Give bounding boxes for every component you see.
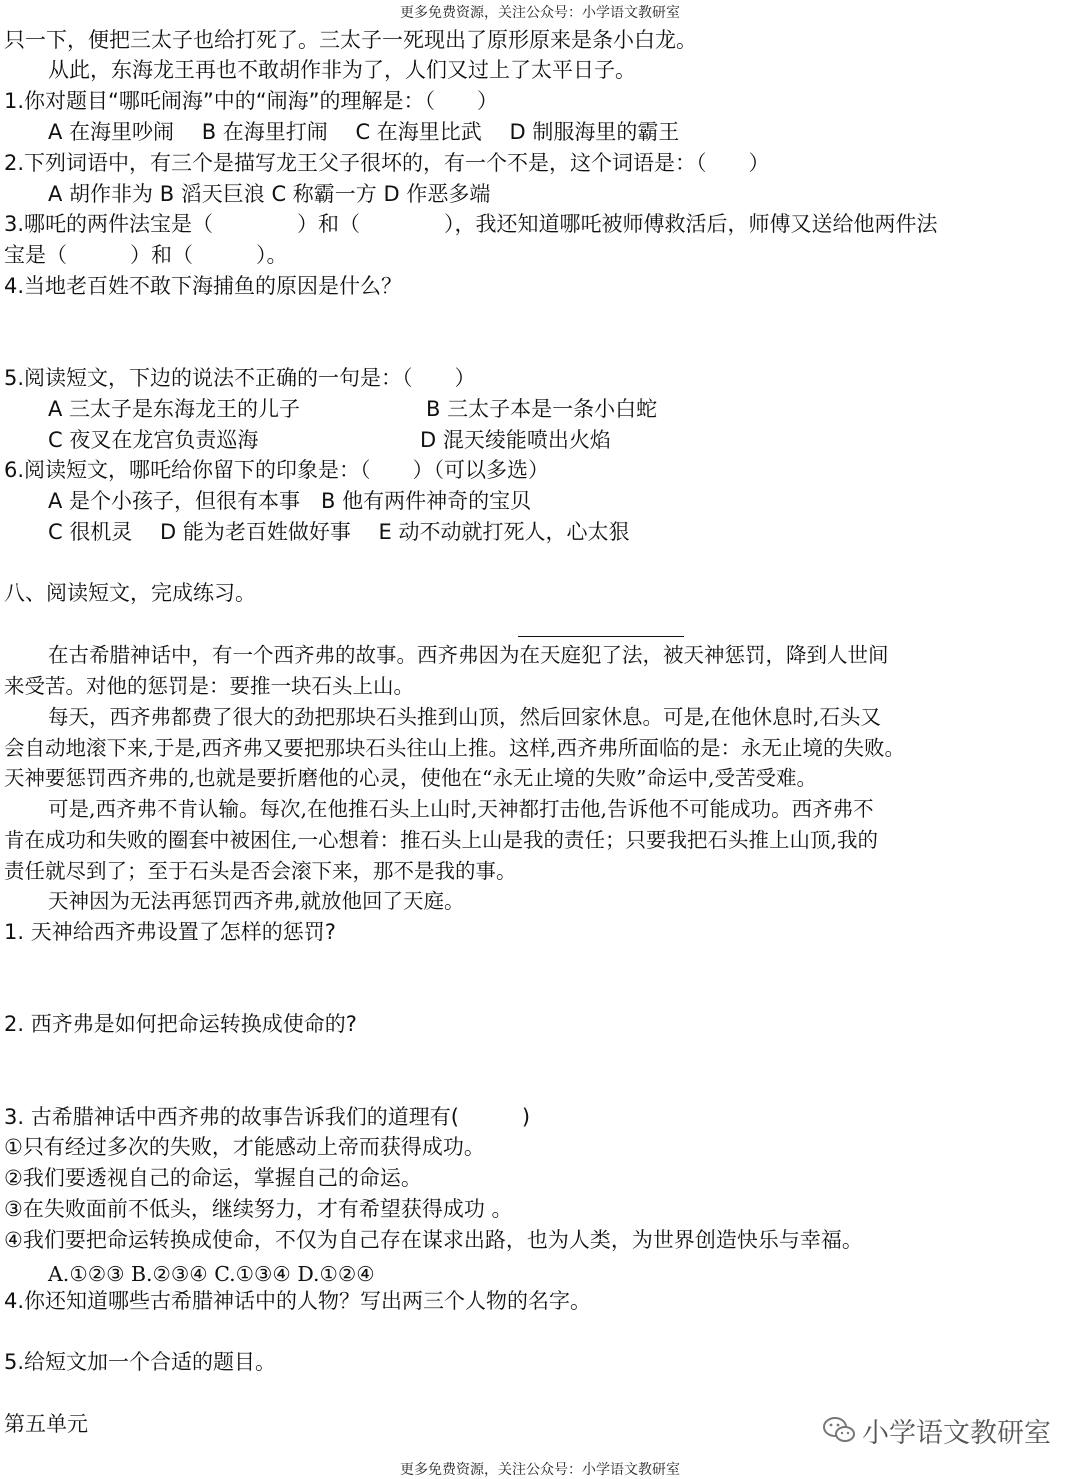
passage-p1-line-1: 在古希腊神话中，有一个西齐弗的故事。西齐弗因为在天庭犯了法，被天神惩罚，降到人世间 bbox=[48, 643, 889, 667]
passage-p3-line-3: 责任就尽到了；至于石头是否会滚下来，那不是我的事。 bbox=[4, 859, 517, 883]
watermark-text: 小学语文教研室 bbox=[862, 1417, 1051, 1449]
question-6-options-1: A 是个小孩子，但很有本事 B 他有两件神奇的宝贝 bbox=[48, 489, 532, 513]
passage-p2-line-2: 会自动地滚下来,于是,西齐弗又要把那块石头往山上推。这样,西齐弗所面临的是：永无止境的失败。 bbox=[4, 736, 906, 760]
passage-question-3: 3. 古希腊神话中西齐弗的故事告诉我们的道理有( ) bbox=[4, 1105, 531, 1129]
question-2-options: A 胡作非为 B 滔天巨浪 C 称霸一方 D 作恶多端 bbox=[48, 182, 491, 206]
question-3-statement-4: ④我们要把命运转换成使命，不仅为自己存在谋求出路，也为人类，为世界创造快乐与幸福。 bbox=[4, 1228, 863, 1252]
question-5-option-c: C 夜叉在龙宫负责巡海 bbox=[48, 428, 259, 452]
question-5-option-d: D 混天绫能喷出火焰 bbox=[420, 428, 611, 452]
passage-p3-line-2: 肯在成功和失败的圈套中被困住,一心想着：推石头上山是我的责任；只要我把石头推上山顶,我的 bbox=[4, 828, 879, 852]
question-3-statement-1: ①只有经过多次的失败，才能感动上帝而获得成功。 bbox=[4, 1135, 485, 1159]
story-end-line-2: 从此，东海龙王再也不敢胡作非为了，人们又过上了太平日子。 bbox=[48, 58, 636, 82]
passage-question-1: 1. 天神给西齐弗设置了怎样的惩罚? bbox=[4, 920, 336, 944]
story-end-line-1: 只一下，便把三太子也给打死了。三太子一死现出了原形原来是条小白龙。 bbox=[4, 28, 697, 52]
underline-mark bbox=[518, 636, 684, 637]
passage-p1-line-2: 来受苦。对他的惩罚是：要推一块石头上山。 bbox=[4, 674, 414, 698]
question-6: 6.阅读短文，哪吒给你留下的印象是：（ ）（可以多选） bbox=[4, 458, 550, 482]
question-2: 2.下列词语中，有三个是描写龙王父子很坏的，有一个不是，这个词语是：（ ） bbox=[4, 151, 770, 175]
question-1-options: A 在海里吵闹 B 在海里打闹 C 在海里比武 D 制服海里的霸王 bbox=[48, 120, 680, 144]
page-header: 更多免费资源，关注公众号：小学语文教研室 bbox=[400, 5, 680, 21]
question-1: 1.你对题目“哪吒闹海”中的“闹海”的理解是：（ ） bbox=[4, 89, 499, 113]
passage-p2-line-1: 每天，西齐弗都费了很大的劲把那块石头推到山顶，然后回家休息。可是,在他休息时,石头又 bbox=[48, 705, 882, 729]
unit-title: 第五单元 bbox=[4, 1412, 88, 1436]
page-footer: 更多免费资源，关注公众号：小学语文教研室 bbox=[400, 1462, 680, 1478]
question-3-line-1: 3.哪吒的两件法宝是（ ）和（ ），我还知道哪吒被师傅救活后，师傅又送给他两件法 bbox=[4, 212, 938, 236]
question-4: 4.当地老百姓不敢下海捕鱼的原因是什么？ bbox=[4, 274, 403, 298]
question-5-option-a: A 三太子是东海龙王的儿子 bbox=[48, 397, 301, 421]
passage-p4: 天神因为无法再惩罚西齐弗,就放他回了天庭。 bbox=[48, 889, 465, 913]
question-5: 5.阅读短文，下边的说法不正确的一句是：（ ） bbox=[4, 366, 476, 390]
question-3-statement-2: ②我们要透视自己的命运，掌握自己的命运。 bbox=[4, 1166, 422, 1190]
question-6-options-2: C 很机灵 D 能为老百姓做好事 E 动不动就打死人，心太狠 bbox=[48, 520, 630, 544]
passage-question-4: 4.你还知道哪些古希腊神话中的人物？写出两三个人物的名字。 bbox=[4, 1289, 592, 1313]
passage-p2-line-3: 天神要惩罚西齐弗的,也就是要折磨他的心灵，使他在“永无止境的失败”命运中,受苦受难。 bbox=[4, 766, 817, 790]
question-5-option-b: B 三太子本是一条小白蛇 bbox=[426, 397, 658, 421]
passage-question-5: 5.给短文加一个合适的题目。 bbox=[4, 1350, 277, 1374]
passage-p3-line-1: 可是,西齐弗不肯认输。每次,在他推石头上山时,天神都打击他,告诉他不可能成功。西齐弗不 bbox=[48, 797, 874, 821]
passage-question-2: 2. 西齐弗是如何把命运转换成使命的? bbox=[4, 1012, 357, 1036]
question-3-choices: A.①②③ B.②③④ C.①③④ D.①②④ bbox=[48, 1262, 375, 1286]
watermark bbox=[822, 1412, 1051, 1448]
question-3-line-2: 宝是（ ）和（ ）。 bbox=[4, 243, 288, 267]
section-heading: 八、阅读短文，完成练习。 bbox=[4, 581, 256, 605]
wechat-icon bbox=[822, 1416, 856, 1444]
question-3-statement-3: ③在失败面前不低头，继续努力，才有希望获得成功 。 bbox=[4, 1197, 513, 1221]
